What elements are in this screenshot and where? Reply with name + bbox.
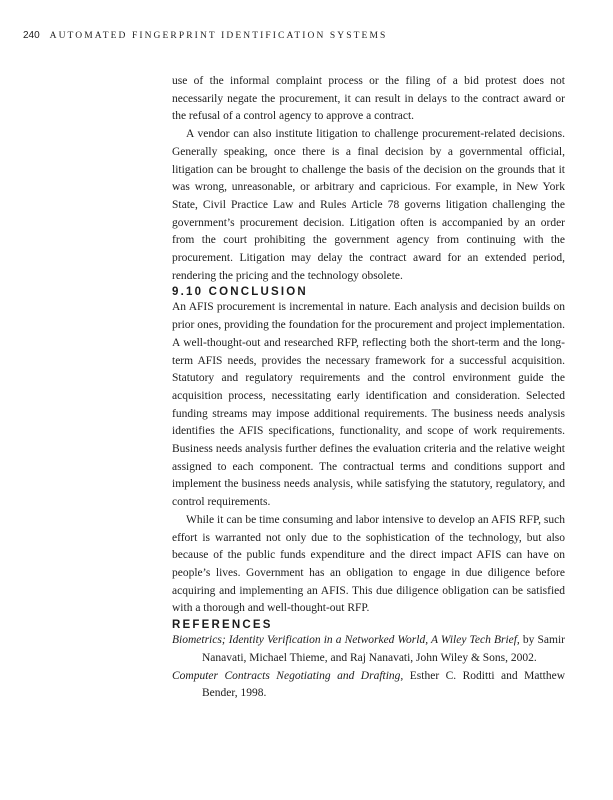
reference-item xyxy=(172,632,565,667)
conclusion-paragraph: While it can be time consuming and labor intensive to develop an AFIS RFP, such effort is warranted not only due to the sophistication of the technology, but also because of the public funds expenditure and the direct impact AFIS can have on people’s lives. Government has an obligation to engage in due diligence before acquiring and implementing an AFIS. This due diligence obligation can be satisfied with a thorough and well-thought-out RFP. xyxy=(172,513,565,615)
body-paragraph: use of the informal complaint process or the filing of a bid protest does not necessarily negate the procurement, it can result in delays to the contract award or the refusal of a control agency to approve a contract. xyxy=(172,75,565,123)
conclusion-paragraph: An AFIS procurement is incremental in nature. Each analysis and decision builds on prior ones, providing the foundation for the procurement and project implementation. A well-thought-out and researched RFP, reflecting both the short-term and the long-term AFIS needs, provides the necessary framework for a successful acquisition. Statutory and regulatory requirements and the control environment guide the acquisition process, necessitating early identification and consideration. Selected funding streams may impose additional requirements. The business needs analysis identifies the AFIS specifications, functionality, and scope of work requirements. Business needs analysis further defines the evaluation criteria and the relative weight assigned to each component. The contractual terms and conditions support and implement the business needs analysis, while satisfying the statutory, regulatory, and control requirements. xyxy=(172,301,565,509)
page-number: 240 xyxy=(23,30,40,41)
reference-details: by Samir Nanavati, Michael Thieme, and Raj Nanavati, John Wiley & Sons, 2002. xyxy=(202,634,565,664)
running-title: AUTOMATED FINGERPRINT IDENTIFICATION SYSTEMS xyxy=(49,31,388,41)
reference-item xyxy=(172,668,565,703)
reference-title: Biometrics; Identity Verification in a Networked World, A Wiley Tech Brief, xyxy=(172,634,520,647)
reference-details: Esther C. Roditti and Matthew Bender, 1998. xyxy=(202,669,565,700)
section-heading-conclusion: 9.10 CONCLUSION xyxy=(172,286,308,299)
section-heading-references: REFERENCES xyxy=(172,619,273,632)
reference-title: Computer Contracts Negotiating and Drafting, xyxy=(172,669,404,682)
running-header xyxy=(23,30,387,41)
body-paragraph: A vendor can also institute litigation to challenge procurement-related decisions. Generally speaking, once there is a final decision by a governmental official, litigation can be brought to challenge the basis of the decision on the grounds that it was wrong, unreasonable, or arbitrary and capricious. For example, in New York State, Civil Practice Law and Rules Article 78 governs litigation challenging the government’s procurement decision. Litigation often is accompanied by an order from the court prohibiting the government agency from continuing with the procurement. Litigation may delay the contract award for an extended period, rendering the pricing and the technology obsolete. xyxy=(172,128,565,282)
page-body xyxy=(172,73,565,703)
